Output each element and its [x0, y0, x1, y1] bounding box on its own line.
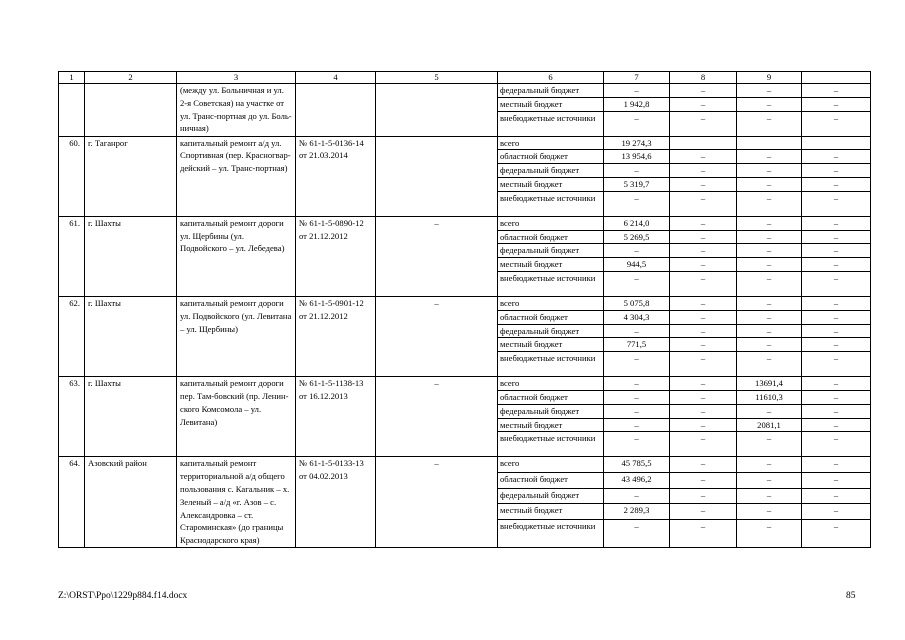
amount-cell: [737, 136, 802, 150]
funding-source: местный бюджет: [498, 504, 604, 520]
funding-source: внебюджетные источники: [498, 519, 604, 547]
amount-cell: –: [802, 216, 871, 230]
header-cell: 7: [604, 72, 670, 84]
entry-number: 64.: [59, 457, 85, 548]
amount-cell: –: [802, 472, 871, 488]
amount-cell: –: [802, 271, 871, 296]
amount-cell: –: [604, 191, 670, 216]
funding-source: всего: [498, 457, 604, 473]
amount-cell: –: [604, 164, 670, 178]
amount-cell: –: [670, 457, 737, 473]
amount-cell: –: [670, 472, 737, 488]
amount-cell: –: [737, 504, 802, 520]
header-cell: 1: [59, 72, 85, 84]
amount-cell: 944,5: [604, 258, 670, 272]
amount-cell: –: [802, 352, 871, 377]
footer-page-number: 85: [846, 591, 856, 601]
amount-cell: –: [670, 519, 737, 547]
amount-cell: –: [802, 457, 871, 473]
amount-cell: –: [737, 84, 802, 98]
funding-source: федеральный бюджет: [498, 84, 604, 98]
funding-source: местный бюджет: [498, 258, 604, 272]
amount-cell: –: [604, 352, 670, 377]
amount-cell: –: [802, 324, 871, 338]
header-row: [59, 72, 871, 84]
amount-cell: [670, 136, 737, 150]
funding-source: внебюджетные источники: [498, 432, 604, 457]
amount-cell: –: [670, 390, 737, 404]
amount-cell: –: [737, 310, 802, 324]
header-cell: 2: [85, 72, 177, 84]
amount-cell: –: [670, 432, 737, 457]
amount-cell: –: [802, 84, 871, 98]
amount-cell: –: [737, 216, 802, 230]
amount-cell: –: [802, 244, 871, 258]
amount-cell: –: [604, 271, 670, 296]
table-row: [59, 216, 871, 230]
amount-cell: –: [604, 390, 670, 404]
amount-cell: –: [737, 296, 802, 310]
amount-cell: –: [802, 377, 871, 391]
amount-cell: –: [802, 488, 871, 504]
column-5: –: [376, 377, 498, 457]
amount-cell: –: [604, 418, 670, 432]
amount-cell: –: [737, 432, 802, 457]
amount-cell: –: [737, 164, 802, 178]
amount-cell: –: [737, 230, 802, 244]
amount-cell: –: [670, 404, 737, 418]
amount-cell: –: [737, 258, 802, 272]
amount-cell: –: [802, 296, 871, 310]
amount-cell: –: [604, 244, 670, 258]
amount-cell: 4 304,3: [604, 310, 670, 324]
amount-cell: –: [604, 404, 670, 418]
amount-cell: –: [802, 177, 871, 191]
amount-cell: 45 785,5: [604, 457, 670, 473]
amount-cell: –: [737, 111, 802, 136]
funding-source: федеральный бюджет: [498, 404, 604, 418]
municipality: г. Шахты: [85, 216, 177, 296]
header-cell: 8: [670, 72, 737, 84]
amount-cell: –: [802, 432, 871, 457]
amount-cell: –: [737, 271, 802, 296]
object-name: капитальный ремонт дороги ул. Щербины (ул. Подвойского – ул. Лебедева): [177, 216, 296, 296]
funding-source: федеральный бюджет: [498, 488, 604, 504]
object-name: капитальный ремонт территориальной а/д общего пользования с. Кагальник – х. Зеленый – а/д «г. Азов – с. Александровка – ст. Староминская» (до границы Краснодарского края): [177, 457, 296, 548]
amount-cell: –: [670, 338, 737, 352]
amount-cell: –: [670, 271, 737, 296]
amount-cell: –: [737, 352, 802, 377]
amount-cell: –: [802, 310, 871, 324]
amount-cell: –: [670, 310, 737, 324]
municipality: г. Шахты: [85, 296, 177, 376]
amount-cell: –: [670, 296, 737, 310]
amount-cell: –: [802, 230, 871, 244]
amount-cell: 5 269,5: [604, 230, 670, 244]
document-ref: [296, 84, 376, 137]
funding-source: внебюджетные источники: [498, 352, 604, 377]
amount-cell: –: [802, 519, 871, 547]
amount-cell: –: [802, 504, 871, 520]
object-name: капитальный ремонт дороги пер. Там-бовский (пр. Ленин-ского Комсомола – ул. Левитана): [177, 377, 296, 457]
amount-cell: –: [737, 191, 802, 216]
municipality: г. Таганрог: [85, 136, 177, 216]
budget-table: [58, 71, 871, 548]
amount-cell: 11610,3: [737, 390, 802, 404]
funding-source: областной бюджет: [498, 230, 604, 244]
document-ref: № 61-1-5-0133-13 от 04.02.2013: [296, 457, 376, 548]
amount-cell: –: [737, 150, 802, 164]
municipality: г. Шахты: [85, 377, 177, 457]
amount-cell: [802, 136, 871, 150]
amount-cell: 5 319,7: [604, 177, 670, 191]
column-5: –: [376, 457, 498, 548]
amount-cell: –: [670, 244, 737, 258]
funding-source: областной бюджет: [498, 390, 604, 404]
amount-cell: –: [737, 97, 802, 111]
municipality: [85, 84, 177, 137]
funding-source: местный бюджет: [498, 418, 604, 432]
amount-cell: –: [670, 150, 737, 164]
funding-source: всего: [498, 296, 604, 310]
funding-source: всего: [498, 136, 604, 150]
amount-cell: –: [604, 488, 670, 504]
amount-cell: –: [604, 519, 670, 547]
funding-source: местный бюджет: [498, 338, 604, 352]
document-ref: № 61-1-5-0890-12 от 21.12.2012: [296, 216, 376, 296]
document-ref: № 61-1-5-0136-14 от 21.03.2014: [296, 136, 376, 216]
amount-cell: –: [737, 457, 802, 473]
table-row: [59, 136, 871, 150]
amount-cell: –: [802, 258, 871, 272]
entry-number: 60.: [59, 136, 85, 216]
amount-cell: 5 075,8: [604, 296, 670, 310]
amount-cell: 1 942,8: [604, 97, 670, 111]
entry-number: 63.: [59, 377, 85, 457]
object-name: капитальный ремонт дороги ул. Подвойского (ул. Левитана – ул. Щербины): [177, 296, 296, 376]
amount-cell: –: [670, 258, 737, 272]
amount-cell: –: [604, 111, 670, 136]
amount-cell: –: [802, 191, 871, 216]
header-cell: [802, 72, 871, 84]
municipality: Азовский район: [85, 457, 177, 548]
amount-cell: –: [670, 111, 737, 136]
funding-source: федеральный бюджет: [498, 164, 604, 178]
amount-cell: –: [670, 84, 737, 98]
amount-cell: 19 274,3: [604, 136, 670, 150]
table-row: [59, 377, 871, 391]
amount-cell: –: [670, 352, 737, 377]
header-cell: 5: [376, 72, 498, 84]
funding-source: областной бюджет: [498, 472, 604, 488]
funding-source: внебюджетные источники: [498, 271, 604, 296]
funding-source: местный бюджет: [498, 177, 604, 191]
amount-cell: –: [604, 324, 670, 338]
amount-cell: –: [670, 504, 737, 520]
funding-source: внебюджетные источники: [498, 191, 604, 216]
footer-file-path: Z:\ORST\Ppo\1229p884.f14.docx: [58, 591, 188, 601]
amount-cell: –: [737, 324, 802, 338]
funding-source: федеральный бюджет: [498, 324, 604, 338]
amount-cell: –: [670, 230, 737, 244]
amount-cell: –: [802, 418, 871, 432]
amount-cell: –: [670, 377, 737, 391]
amount-cell: –: [737, 177, 802, 191]
amount-cell: –: [737, 519, 802, 547]
object-name: капитальный ремонт а/д ул. Спортивная (пер. Красногвар-дейский – ул. Транс-портная): [177, 136, 296, 216]
column-5: [376, 136, 498, 216]
amount-cell: –: [670, 177, 737, 191]
header-cell: 3: [177, 72, 296, 84]
amount-cell: 2 289,3: [604, 504, 670, 520]
table-row: [59, 457, 871, 473]
amount-cell: –: [670, 216, 737, 230]
header-cell: 9: [737, 72, 802, 84]
header-cell: 6: [498, 72, 604, 84]
funding-source: местный бюджет: [498, 97, 604, 111]
amount-cell: –: [737, 404, 802, 418]
table-row: [59, 296, 871, 310]
amount-cell: –: [604, 84, 670, 98]
amount-cell: –: [802, 150, 871, 164]
amount-cell: 13 954,6: [604, 150, 670, 164]
document-ref: № 61-1-5-1138-13 от 16.12.2013: [296, 377, 376, 457]
funding-source: областной бюджет: [498, 150, 604, 164]
amount-cell: –: [737, 488, 802, 504]
header-cell: 4: [296, 72, 376, 84]
amount-cell: –: [737, 472, 802, 488]
funding-source: всего: [498, 216, 604, 230]
amount-cell: –: [604, 432, 670, 457]
amount-cell: –: [670, 488, 737, 504]
object-name: (между ул. Больничная и ул. 2-я Советская) на участке от ул. Транс-портная до ул. Боль-ничная): [177, 84, 296, 137]
entry-number: 61.: [59, 216, 85, 296]
amount-cell: –: [802, 111, 871, 136]
amount-cell: –: [670, 324, 737, 338]
amount-cell: –: [604, 377, 670, 391]
amount-cell: 13691,4: [737, 377, 802, 391]
funding-source: федеральный бюджет: [498, 244, 604, 258]
amount-cell: –: [670, 164, 737, 178]
entry-number: [59, 84, 85, 137]
amount-cell: –: [802, 390, 871, 404]
table-row: [59, 84, 871, 98]
amount-cell: –: [670, 191, 737, 216]
funding-source: внебюджетные источники: [498, 111, 604, 136]
amount-cell: 43 496,2: [604, 472, 670, 488]
amount-cell: –: [670, 97, 737, 111]
entry-number: 62.: [59, 296, 85, 376]
amount-cell: 2081,1: [737, 418, 802, 432]
amount-cell: –: [802, 404, 871, 418]
amount-cell: –: [802, 164, 871, 178]
amount-cell: 6 214,0: [604, 216, 670, 230]
amount-cell: 771,5: [604, 338, 670, 352]
funding-source: областной бюджет: [498, 310, 604, 324]
amount-cell: –: [670, 418, 737, 432]
amount-cell: –: [737, 244, 802, 258]
document-ref: № 61-1-5-0901-12 от 21.12.2012: [296, 296, 376, 376]
amount-cell: –: [737, 338, 802, 352]
amount-cell: –: [802, 338, 871, 352]
column-5: –: [376, 296, 498, 376]
funding-source: всего: [498, 377, 604, 391]
amount-cell: –: [802, 97, 871, 111]
column-5: –: [376, 216, 498, 296]
column-5: [376, 84, 498, 137]
